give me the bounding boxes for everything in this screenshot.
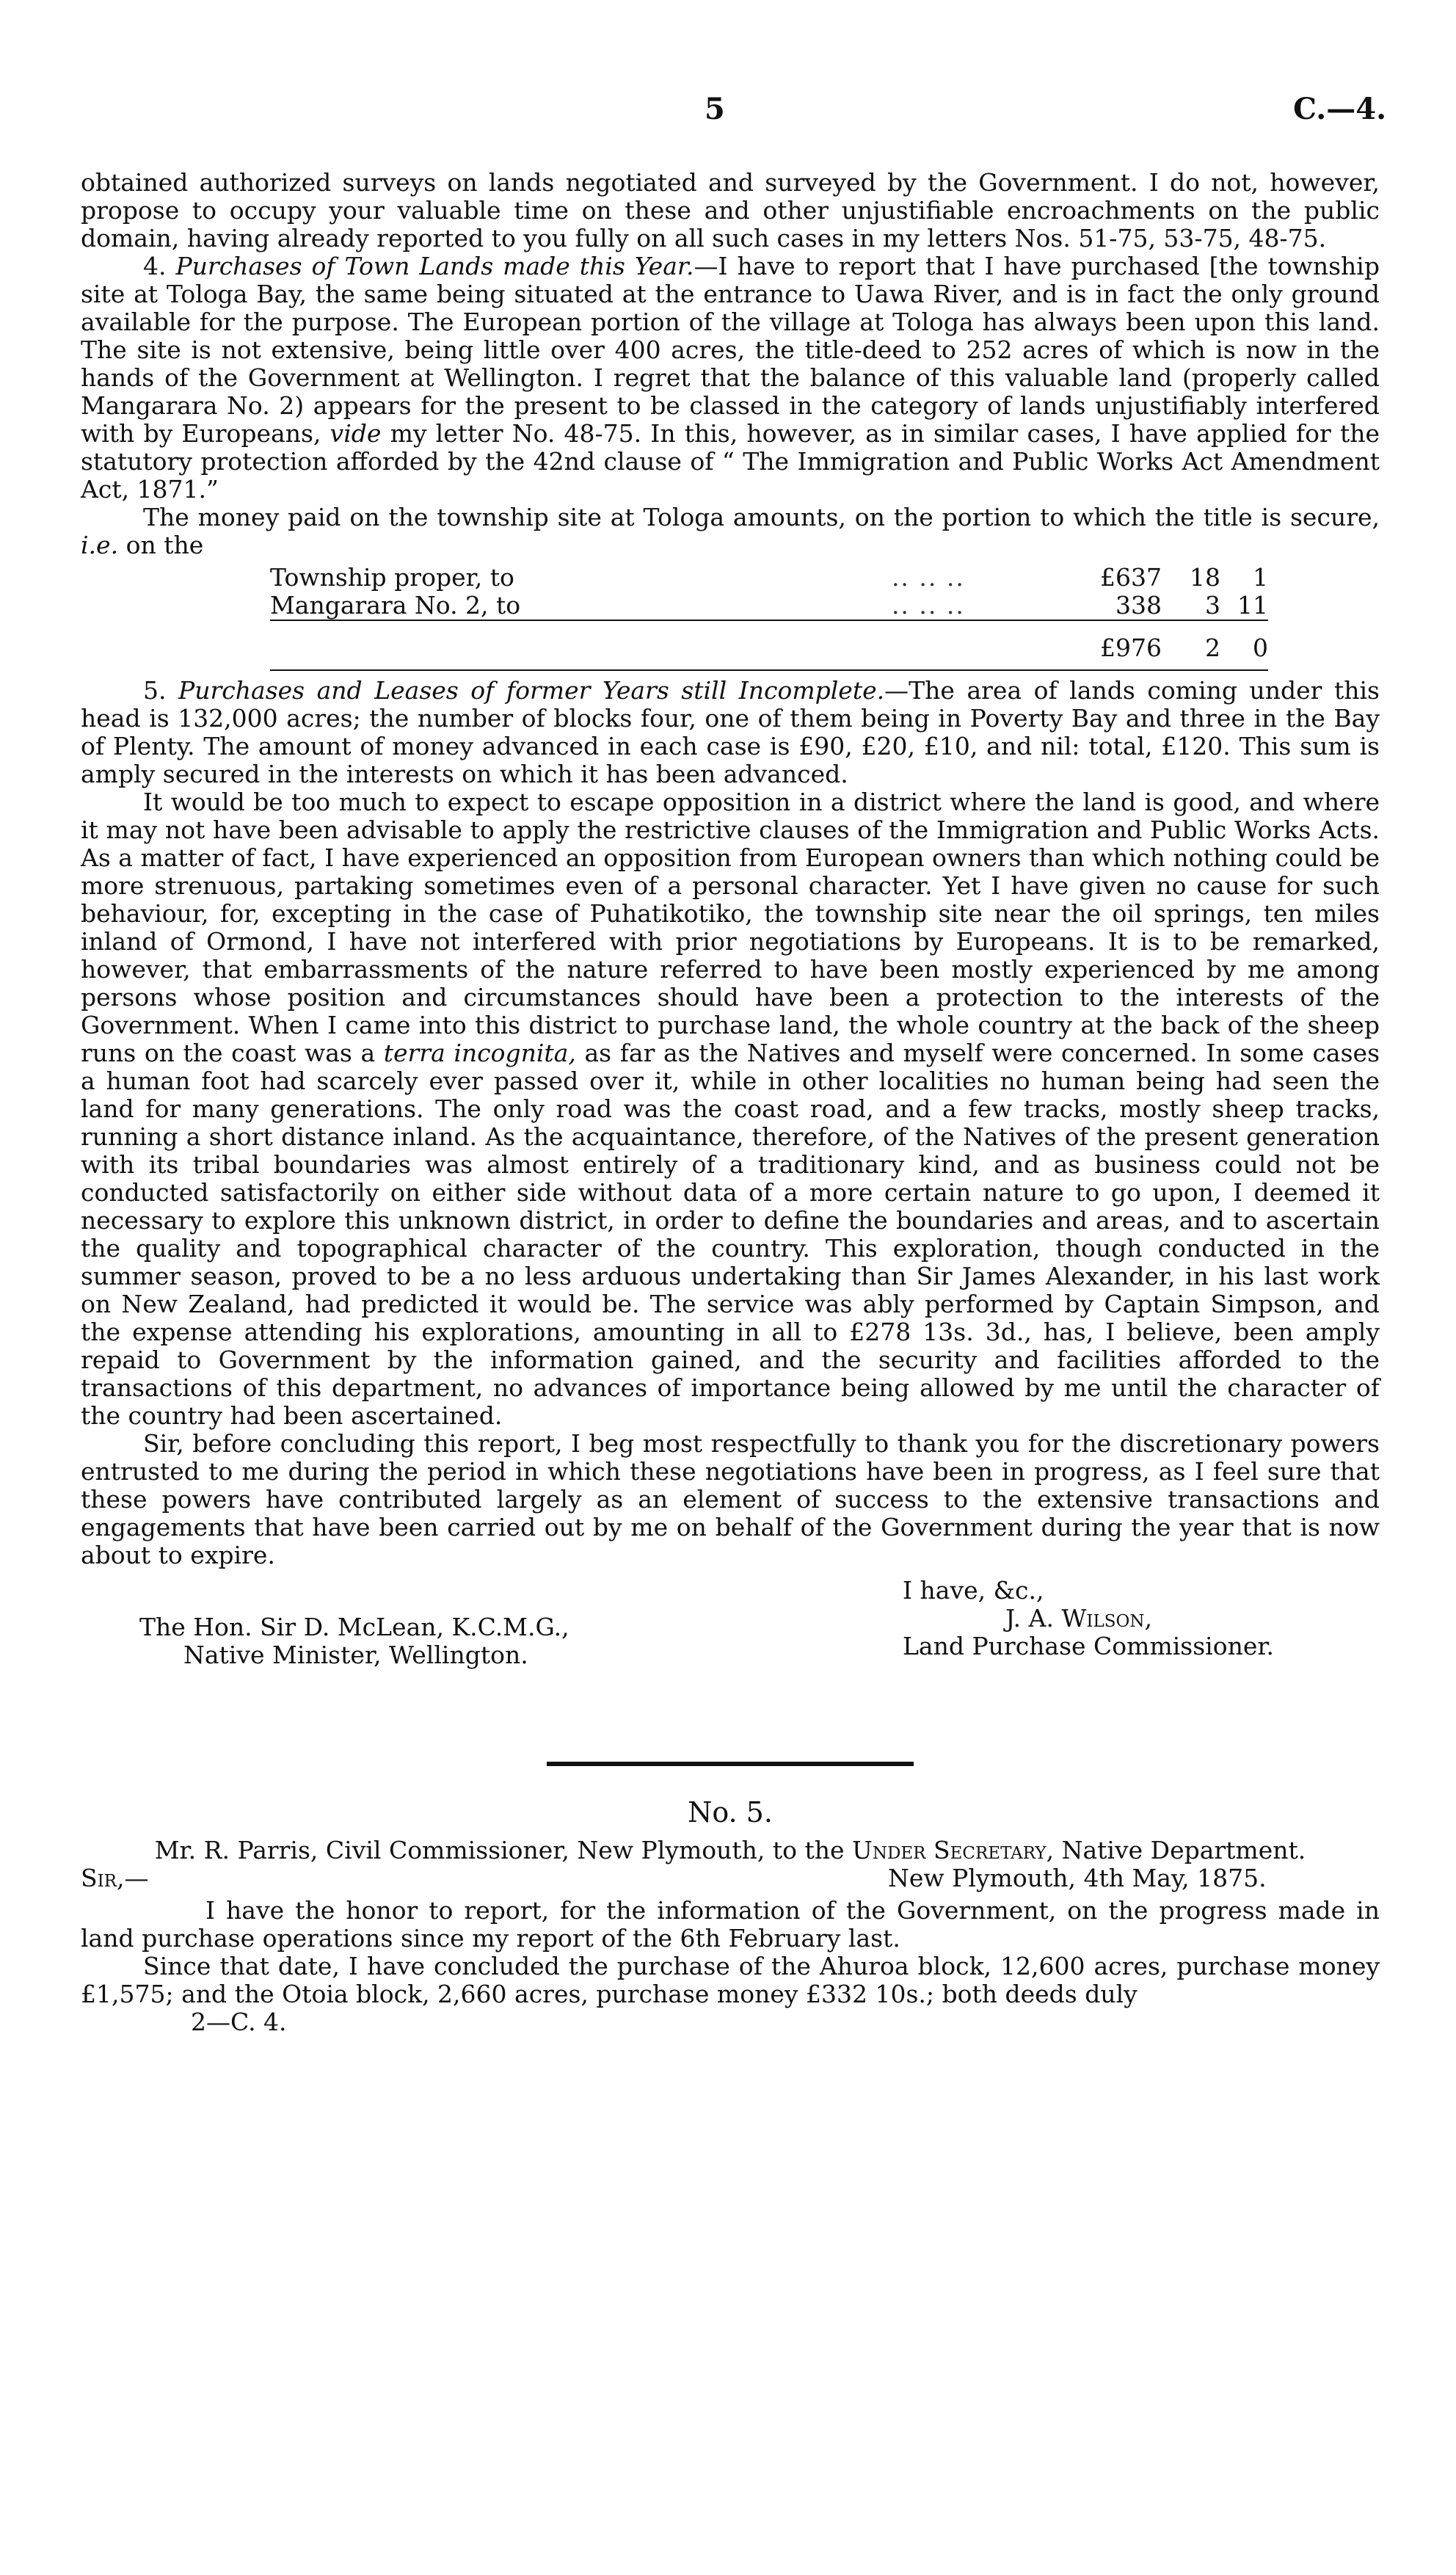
ledger-table <box>270 564 1268 671</box>
letter-heading-text: Mr. R. Parris, Civil Commissioner, New Plymouth, to the <box>154 1836 845 1864</box>
ledger-dots: .. .. .. <box>891 591 965 620</box>
ledger-rule <box>270 620 1268 631</box>
signatory-name: J. A. Wilson, <box>1005 1604 1152 1632</box>
section-number: 4. <box>143 252 167 280</box>
letter-heading <box>81 1837 1380 1864</box>
salutation: Sir,— <box>81 1864 149 1892</box>
letter-number: No. 5. <box>688 1796 773 1828</box>
ledger-label: Mangarara No. 2, to <box>270 591 521 620</box>
ledger-pounds: 338 <box>1115 591 1162 620</box>
section-heading: Purchases and Leases of former Years still Incomplete. <box>178 676 885 705</box>
addressee <box>139 1613 569 1669</box>
ledger-pounds: £637 <box>1100 563 1162 592</box>
signoff <box>903 1577 1274 1660</box>
ledger-rule <box>270 662 1268 670</box>
paragraph-opposition <box>81 788 1380 1430</box>
ledger-shillings: 18 <box>1190 563 1220 592</box>
dateline: New Plymouth, 4th May, 1875. <box>888 1864 1267 1892</box>
signature-mark: 2—C. 4. <box>191 2008 287 2036</box>
paragraph-text: —I have to report that I have purchased [the township site at Tologa Bay, the same being situated at the entrance to Uawa River, and is in fact the only ground available for the purpose. The European portion of the village at Tologa has always been upon this land. The site is not extensive, being little over 400 acres, the title-deed to 252 acres of which is now in the hands of the Government at Wellington. I regret that the balance of this valuable land (properly called Mangarara No. 2) appears for the present to be classed in the category of lands unjustifiably interfered with by Europeans, <box>81 252 1380 448</box>
letter-paragraph: I have the honor to report, for the information of the Government, on the progress made in land purchase operations since my report of the 6th February last. <box>81 1896 1380 1953</box>
paragraph-continued: obtained authorized surveys on lands negotiated and surveyed by the Government. I do not, however, propose to occupy your valuable time on these and other unjustifiable encroachments on the public domain, having already reported to you fully on all such cases in my letters Nos. 51-75, 53-75, 48-75. <box>81 168 1380 253</box>
page-number: 5 <box>705 92 725 126</box>
ledger-total-pounds: £976 <box>1100 633 1162 662</box>
letter-heading-recipient: Under Secretary, <box>852 1836 1055 1864</box>
paragraph-text: It would be too much to expect to escape opposition in a district where the land is good, and where it may not have been advisable to apply the restrictive clauses of the Immigration and Public Works Acts. As a matter of fact, I have experienced an opposition from European owners than which nothing could be more strenuous, partaking sometimes even of a personal character. Yet I have given no cause for such behaviour, for, excepting in the case of Puhatikotiko, the township site near the oil springs, ten miles inland of Ormond, I have not interfered with prior negotiations by Europeans. It is to be remarked, however, that embarrassments of the nature referred to have been mostly experienced by me among persons whose position and circumstances should have been a protection to the interests of the Government. When I came into this district to purchase land, the whole country at the back of the sheep runs on the coast was a <box>81 788 1380 1067</box>
paragraph-former-years <box>81 677 1380 788</box>
paragraph-town-lands <box>81 253 1380 504</box>
page-header <box>0 92 1456 143</box>
paragraph-text: —The area of lands coming under this head is 132,000 acres; the number of blocks four, one of them being in Poverty Bay and three in the Bay of Plenty. The amount of money advanced in each case is £90, £20, £10, and nil: total, £120. This sum is amply secured in the interests on which it has been advanced. <box>81 676 1380 788</box>
paragraph-italic: vide <box>330 419 382 448</box>
paragraph-italic: i.e. <box>81 531 119 559</box>
ledger-row <box>270 564 1268 592</box>
paragraph-text: my letter No. 48-75. In this, however, as in similar cases, I have applied for the statutory protection afforded by the 42nd clause of “ The Immigration and Public Works Act Amendment Act, 1871.” <box>81 419 1380 504</box>
salutation-row <box>81 1864 1380 1897</box>
paragraph-money-paid <box>81 504 1380 559</box>
signatory-title: Land Purchase Commissioner. <box>903 1632 1275 1660</box>
ledger-label: Township proper, to <box>270 563 514 592</box>
letter-paragraph: Since that date, I have concluded the purchase of the Ahuroa block, 12,600 acres, purchase money £1,575; and the Otoia block, 2,660 acres, purchase money £332 10s.; both deeds duly <box>81 1952 1380 2008</box>
paragraph-text: The money paid on the township site at Tologa amounts, on the portion to which the title is secure, <box>143 503 1380 531</box>
addressee-name: The Hon. Sir D. McLean, K.C.M.G., <box>139 1613 569 1641</box>
ledger-total-pence: 0 <box>1253 633 1268 662</box>
body-text <box>81 169 1380 2036</box>
paragraph-italic: terra incognita, <box>383 1039 576 1067</box>
paragraph-text: as far as the Natives and myself were concerned. In some cases a human foot had scarcely ever passed over it, while in other localities no human being had seen the land for many generations. The only road was the coast road, and a few tracks, mostly sheep tracks, running a short distance inland. As the acquaintance, therefore, of the Natives of the present generation with its tribal boundaries was almost entirely of a traditionary kind, and as business could not be conducted satisfactorily on either side without data of a more certain nature to go upon, I deemed it necessary to explore this unknown district, in order to define the boundaries and areas, and to ascertain the quality and topographical character of the country. This exploration, though conducted in the summer season, proved to be a no less arduous undertaking than Sir James Alexander, in his last work on New Zealand, had predicted it would be. The service was ably performed by Captain Simpson, and the expense attending his explorations, amounting in all to £278 13s. 3d., has, I believe, been amply repaid to Government by the information gained, and the security and facilities afforded to the transactions of this department, no advances of importance being allowed by me until the character of the country had been ascertained. <box>81 1039 1380 1430</box>
document-code: C.—4. <box>1293 92 1386 126</box>
paragraph-concluding: Sir, before concluding this report, I beg most respectfully to thank you for the discretionary powers entrusted to me during the period in which these negotiations have been in progress, as I feel sure that these powers have contributed largely as an element of success to the extensive transactions and engagements that have been carried out by me on behalf of the Government during the year that is now about to expire. <box>81 1429 1380 1569</box>
paragraph-text: on the <box>125 531 204 559</box>
signature-block <box>81 1577 1380 1724</box>
ledger-pence: 1 <box>1253 563 1268 592</box>
section-heading: Purchases of Town Lands made this Year. <box>175 252 694 280</box>
ledger-total-row <box>270 631 1268 662</box>
closing-line: I have, &c., <box>903 1576 1044 1605</box>
ledger-shillings: 3 <box>1205 591 1220 620</box>
ledger-row <box>270 592 1268 620</box>
section-divider <box>547 1762 914 1766</box>
section-number: 5. <box>143 676 167 705</box>
ledger-pence: 11 <box>1237 591 1268 620</box>
addressee-role: Native Minister, Wellington. <box>183 1641 528 1669</box>
ledger-total-shillings: 2 <box>1205 633 1220 662</box>
ledger-dots: .. .. .. <box>891 563 965 592</box>
letter-heading-department: Native Department. <box>1061 1836 1306 1864</box>
